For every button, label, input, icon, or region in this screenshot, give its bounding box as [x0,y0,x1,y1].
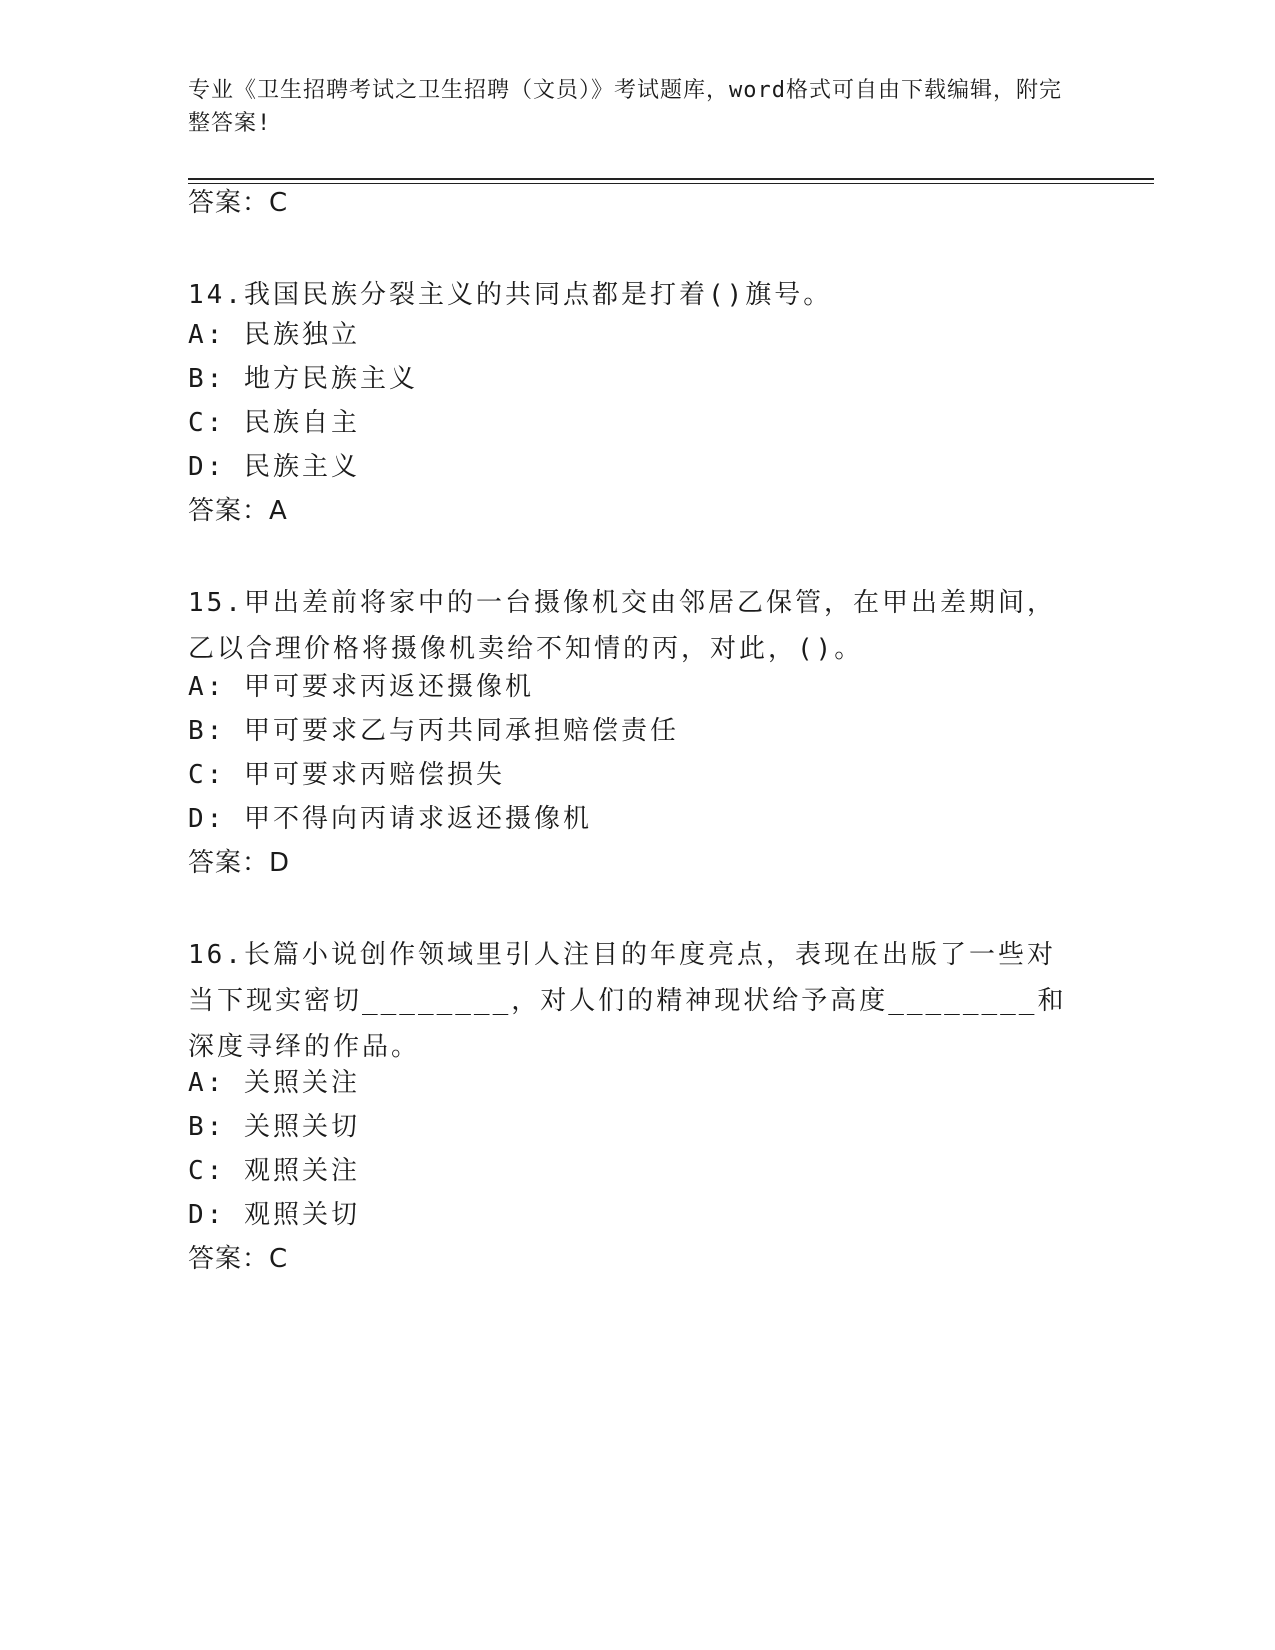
answer-14: 答案：A [188,496,288,526]
question-16-option-d: D: 观照关切 [188,1200,360,1230]
question-15-stem: 15.甲出差前将家中的一台摄像机交由邻居乙保管，在甲出差期间，乙以合理价格将摄像机卖给不知情的丙，对此，()。 [188,588,1056,664]
question-16-stem: 16.长篇小说创作领域里引人注目的年度亮点，表现在出版了一些对当下现实密切________，对人们的精神现状给予高度________和深度寻绎的作品。 [188,940,1067,1062]
question-14-option-a: A: 民族独立 [188,320,360,350]
question-14 [188,272,1078,318]
header-divider-thin [188,183,1154,184]
question-14-option-d: D: 民族主义 [188,452,360,482]
header-divider-thick [188,178,1154,180]
question-15-option-d: D: 甲不得向丙请求返还摄像机 [188,804,592,834]
answer-16: 答案：C [188,1244,289,1274]
question-14-option-b: B: 地方民族主义 [188,364,418,394]
answer-15: 答案：D [188,848,291,878]
question-15-option-a: A: 甲可要求丙返还摄像机 [188,672,534,702]
question-15-option-b: B: 甲可要求乙与丙共同承担赔偿责任 [188,716,679,746]
question-14-option-c: C: 民族自主 [188,408,360,438]
question-16-option-b: B: 关照关切 [188,1112,360,1142]
answer-13: 答案：C [188,188,289,218]
document-header: 专业《卫生招聘考试之卫生招聘（文员）》考试题库，word格式可自由下载编辑，附完整答案! [188,78,1062,136]
question-16-option-c: C: 观照关注 [188,1156,360,1186]
question-15 [188,580,1078,672]
question-14-stem: 14.我国民族分裂主义的共同点都是打着()旗号。 [188,280,833,310]
question-15-option-c: C: 甲可要求丙赔偿损失 [188,760,505,790]
question-16-option-a: A: 关照关注 [188,1068,360,1098]
question-16 [188,932,1078,1070]
